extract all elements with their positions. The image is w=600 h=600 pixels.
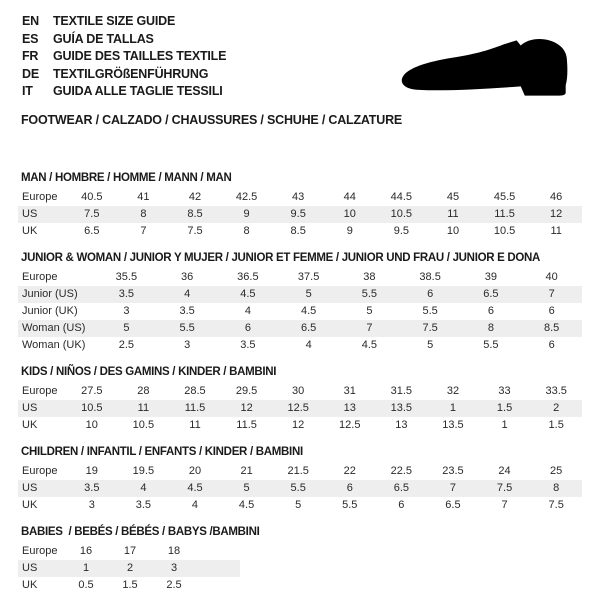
size-cell: 6 bbox=[548, 339, 555, 351]
size-cell: 12 bbox=[292, 419, 305, 431]
table-row bbox=[18, 206, 582, 223]
row-label: US bbox=[22, 208, 38, 220]
size-cell: 29.5 bbox=[235, 385, 258, 397]
size-cell: 5 bbox=[366, 305, 373, 317]
language-code: IT bbox=[22, 84, 33, 98]
section-title-babies: BABIES / BEBÉS / BÉBÉS / BABYS /BAMBINI bbox=[21, 525, 260, 538]
table-row bbox=[18, 417, 582, 434]
size-cell: 4.5 bbox=[187, 482, 203, 494]
size-cell: 19 bbox=[85, 465, 98, 477]
size-cell: 12.5 bbox=[339, 419, 361, 431]
kids-size-table bbox=[18, 383, 582, 434]
size-cell: 24 bbox=[498, 465, 511, 477]
size-cell bbox=[196, 560, 240, 577]
man-size-table bbox=[18, 189, 582, 240]
size-cell: 7.5 bbox=[548, 499, 564, 511]
table-row bbox=[18, 286, 582, 303]
size-cell: 23.5 bbox=[442, 465, 464, 477]
language-label: TEXTILGRÖßENFÜHRUNG bbox=[53, 66, 209, 81]
size-cell: 1.5 bbox=[122, 579, 138, 591]
shoe-icon bbox=[396, 36, 580, 100]
size-cell: 13.5 bbox=[442, 419, 464, 431]
row-label: Woman (UK) bbox=[22, 339, 86, 351]
size-cell: 1 bbox=[501, 419, 508, 431]
size-cell: 11.5 bbox=[494, 208, 515, 220]
size-cell: 31 bbox=[343, 385, 356, 397]
size-cell: 7 bbox=[548, 288, 555, 300]
size-cell: 30 bbox=[292, 385, 305, 397]
size-cell: 6 bbox=[244, 322, 251, 334]
size-cell: 6.5 bbox=[300, 322, 317, 334]
size-cell: 7.5 bbox=[187, 225, 203, 237]
size-cell: 1 bbox=[449, 402, 457, 414]
size-cell: 6 bbox=[548, 305, 555, 317]
size-cell: 22 bbox=[343, 465, 356, 477]
size-cell: 10.5 bbox=[493, 225, 516, 237]
size-cell: 13 bbox=[343, 402, 356, 414]
table-row bbox=[18, 303, 582, 320]
size-cell: 4 bbox=[184, 288, 191, 300]
size-cell: 38.5 bbox=[419, 271, 441, 283]
size-cell: 11 bbox=[189, 419, 201, 431]
size-cell: 32 bbox=[446, 385, 460, 397]
size-cell: 33 bbox=[498, 385, 511, 397]
size-cell: 13 bbox=[395, 419, 408, 431]
size-cell: 5.5 bbox=[422, 305, 438, 317]
language-code: EN bbox=[22, 14, 39, 28]
row-label: UK bbox=[22, 419, 38, 431]
row-label: Europe bbox=[22, 191, 58, 203]
size-cell: 7 bbox=[449, 482, 457, 494]
size-cell: 18 bbox=[167, 545, 181, 557]
size-cell: 6.5 bbox=[445, 499, 461, 511]
language-code: FR bbox=[22, 49, 39, 63]
size-cell: 6.5 bbox=[483, 288, 499, 300]
size-cell: 3.5 bbox=[118, 288, 135, 300]
size-cell: 28 bbox=[137, 385, 150, 397]
size-cell: 10 bbox=[446, 225, 460, 237]
language-label: TEXTILE SIZE GUIDE bbox=[53, 14, 176, 28]
section-babies bbox=[18, 526, 582, 594]
size-cell: 45.5 bbox=[493, 191, 516, 203]
size-cell: 42.5 bbox=[235, 191, 258, 203]
table-row bbox=[18, 269, 582, 286]
row-label: Junior (US) bbox=[22, 288, 78, 300]
row-label: Europe bbox=[22, 465, 58, 477]
size-cell: 10.5 bbox=[81, 402, 103, 414]
size-cell: 7.5 bbox=[496, 482, 513, 494]
size-cell: 38 bbox=[363, 271, 376, 283]
size-cell: 11.5 bbox=[184, 402, 206, 414]
size-cell: 37.5 bbox=[297, 271, 320, 283]
section-title-children: CHILDREN / INFANTIL / ENFANTS / KINDER / BAMBINI bbox=[21, 445, 303, 458]
size-cell: 19.5 bbox=[132, 465, 155, 477]
size-cell: 8 bbox=[553, 482, 560, 494]
size-cell: 3 bbox=[170, 562, 178, 574]
size-cell: 8 bbox=[243, 225, 250, 237]
size-cell: 27.5 bbox=[81, 385, 103, 397]
row-label: US bbox=[22, 562, 38, 574]
language-label: GUIDE DES TAILLES TEXTILE bbox=[53, 49, 227, 63]
size-cell: 20 bbox=[188, 465, 202, 477]
row-label: UK bbox=[22, 225, 38, 237]
table-row bbox=[18, 400, 582, 417]
size-cell: 11.5 bbox=[236, 419, 257, 431]
size-cell: 5 bbox=[123, 322, 130, 334]
size-cell: 41 bbox=[137, 191, 150, 203]
size-cell: 6 bbox=[487, 305, 494, 317]
size-cell: 10.5 bbox=[132, 419, 155, 431]
table-row bbox=[18, 577, 240, 594]
table-row bbox=[18, 560, 240, 577]
size-cell: 10 bbox=[85, 419, 98, 431]
section-kids bbox=[18, 366, 582, 434]
size-cell: 13.5 bbox=[390, 402, 413, 414]
size-cell: 5.5 bbox=[290, 482, 306, 494]
size-cell: 36.5 bbox=[237, 271, 259, 283]
size-cell: 10.5 bbox=[390, 208, 413, 220]
size-cell: 12 bbox=[240, 402, 253, 414]
size-cell: 5.5 bbox=[179, 322, 195, 334]
size-cell: 1.5 bbox=[548, 419, 564, 431]
size-cell: 21 bbox=[240, 465, 253, 477]
row-label: UK bbox=[22, 499, 38, 511]
size-cell: 8 bbox=[487, 322, 494, 334]
table-row bbox=[18, 463, 582, 480]
size-cell: 8.5 bbox=[187, 208, 203, 220]
size-cell: 11 bbox=[137, 402, 150, 414]
size-cell: 5.5 bbox=[483, 339, 499, 351]
table-row bbox=[18, 383, 582, 400]
row-label: US bbox=[22, 402, 38, 414]
section-man bbox=[18, 172, 582, 240]
size-cell: 12.5 bbox=[287, 402, 309, 414]
size-cell: 21.5 bbox=[287, 465, 309, 477]
size-cell: 28.5 bbox=[184, 385, 206, 397]
size-cell: 5 bbox=[305, 288, 312, 300]
size-cell: 11 bbox=[447, 208, 459, 220]
size-cell: 35.5 bbox=[115, 271, 138, 283]
size-cell: 3.5 bbox=[179, 305, 195, 317]
section-title-man: MAN / HOMBRE / HOMME / MANN / MAN bbox=[21, 171, 232, 184]
size-cell: 3.5 bbox=[240, 339, 256, 351]
section-junior-woman bbox=[18, 252, 582, 354]
size-cell: 4 bbox=[191, 499, 199, 511]
size-cell: 17 bbox=[123, 545, 137, 557]
section-title-kids: KIDS / NIÑOS / DES GAMINS / KINDER / BAMBINI bbox=[21, 365, 277, 378]
size-cell: 3.5 bbox=[84, 482, 100, 494]
size-cell: 6.5 bbox=[393, 482, 409, 494]
size-cell: 1.5 bbox=[496, 402, 513, 414]
row-label: Europe bbox=[22, 545, 58, 557]
children-size-table bbox=[18, 463, 582, 514]
table-row bbox=[18, 189, 582, 206]
table-row bbox=[18, 497, 582, 514]
size-cell: 45 bbox=[446, 191, 460, 203]
size-cell: 7 bbox=[366, 322, 373, 334]
row-label: US bbox=[22, 482, 38, 494]
size-cell: 4.5 bbox=[300, 305, 317, 317]
size-cell: 8 bbox=[140, 208, 147, 220]
table-row bbox=[18, 223, 582, 240]
size-cell: 40 bbox=[545, 271, 558, 283]
size-cell: 2 bbox=[553, 402, 560, 414]
size-cell: 33.5 bbox=[545, 385, 567, 397]
language-row-en bbox=[22, 13, 582, 31]
size-cell: 7 bbox=[501, 499, 508, 511]
size-cell: 5.5 bbox=[342, 499, 358, 511]
size-cell: 5 bbox=[427, 339, 434, 351]
table-row bbox=[18, 543, 240, 560]
language-label: GUIDA ALLE TAGLIE TESSILI bbox=[53, 84, 223, 98]
size-cell: 10 bbox=[343, 208, 356, 220]
size-cell: 7.5 bbox=[422, 322, 438, 334]
size-cell: 4.5 bbox=[240, 288, 256, 300]
junior-woman-size-table bbox=[18, 269, 582, 354]
row-label: Junior (UK) bbox=[22, 305, 78, 317]
size-cell: 4.5 bbox=[361, 339, 378, 351]
size-cell: 3.5 bbox=[135, 499, 152, 511]
language-code: ES bbox=[22, 31, 39, 46]
size-cell: 2.5 bbox=[118, 339, 135, 351]
size-cell: 2 bbox=[126, 562, 134, 574]
size-cell: 5.5 bbox=[361, 288, 378, 300]
size-cell: 39 bbox=[484, 271, 497, 283]
size-cell: 7.5 bbox=[84, 208, 100, 220]
babies-size-table bbox=[18, 543, 240, 594]
size-cell: 6 bbox=[346, 482, 353, 494]
size-cell: 11 bbox=[550, 225, 562, 237]
size-cell bbox=[196, 577, 240, 594]
size-cell: 8.5 bbox=[290, 225, 306, 237]
size-cell: 31.5 bbox=[390, 385, 413, 397]
size-cell: 25 bbox=[550, 465, 563, 477]
size-cell: 4.5 bbox=[238, 499, 255, 511]
size-cell: 42 bbox=[188, 191, 202, 203]
size-cell: 9.5 bbox=[290, 208, 306, 220]
section-title-junior-woman: JUNIOR & WOMAN / JUNIOR Y MUJER / JUNIOR ET FEMME / JUNIOR UND FRAU / JUNIOR E DONA bbox=[21, 251, 541, 264]
size-cell: 1 bbox=[82, 562, 90, 574]
size-cell: 8.5 bbox=[543, 322, 560, 334]
size-cell: 46 bbox=[550, 191, 563, 203]
table-row bbox=[18, 480, 582, 497]
table-row bbox=[18, 320, 582, 337]
size-cell: 9 bbox=[243, 208, 250, 220]
size-cell: 4 bbox=[244, 305, 251, 317]
size-cell: 7 bbox=[140, 225, 147, 237]
size-cell: 3 bbox=[123, 305, 130, 317]
size-cell: 9 bbox=[346, 225, 353, 237]
row-label: UK bbox=[22, 579, 38, 591]
language-code: DE bbox=[22, 66, 39, 81]
size-cell: 22.5 bbox=[390, 465, 413, 477]
size-cell: 2.5 bbox=[166, 579, 182, 591]
size-cell bbox=[196, 543, 240, 560]
section-children bbox=[18, 446, 582, 514]
table-row bbox=[18, 337, 582, 354]
size-cell: 6 bbox=[427, 288, 434, 300]
size-cell: 3 bbox=[184, 339, 191, 351]
size-cell: 6.5 bbox=[84, 225, 100, 237]
category-heading: FOOTWEAR / CALZADO / CHAUSSURES / SCHUHE / CALZATURE bbox=[21, 112, 403, 127]
size-cell: 6 bbox=[398, 499, 405, 511]
row-label: Woman (US) bbox=[22, 322, 86, 334]
language-label: GUÍA DE TALLAS bbox=[53, 31, 154, 46]
size-cell: 12 bbox=[550, 208, 563, 220]
size-cell: 16 bbox=[79, 545, 93, 557]
row-label: Europe bbox=[22, 385, 58, 397]
size-cell: 44.5 bbox=[390, 191, 413, 203]
size-cell: 9.5 bbox=[393, 225, 409, 237]
size-cell: 4 bbox=[305, 339, 312, 351]
size-cell: 44 bbox=[343, 191, 356, 203]
size-cell: 3 bbox=[88, 499, 95, 511]
size-cell: 0.5 bbox=[78, 579, 94, 591]
size-cell: 36 bbox=[181, 271, 194, 283]
size-cell: 43 bbox=[292, 191, 305, 203]
row-label: Europe bbox=[22, 271, 58, 283]
size-cell: 5 bbox=[243, 482, 250, 494]
size-cell: 4 bbox=[140, 482, 147, 494]
size-cell: 5 bbox=[295, 499, 302, 511]
size-cell: 40.5 bbox=[81, 191, 103, 203]
